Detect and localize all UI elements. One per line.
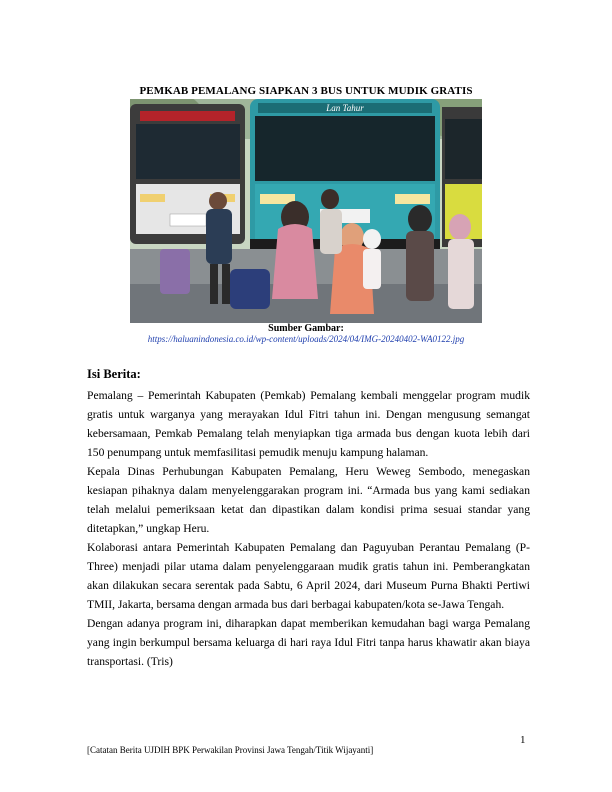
- paragraph: Pemalang – Pemerintah Kabupaten (Pemkab) Pemalang kembali menggelar program mudik gratis untuk warganya yang merayakan Idul Fitri tahun ini. Dengan mengusung semangat kebersamaan, Pemkab Pemalang telah menyiapkan tiga armada bus dengan kuota lebih dari 150 penumpang untuk memfasilitasi pemudik menuju kampung halaman.: [87, 389, 530, 459]
- bus-terminal-photo: [130, 99, 482, 323]
- paragraph: Dengan adanya program ini, diharapkan dapat memberikan kemudahan bagi warga Pemalang yang ingin berkumpul bersama keluarga di hari raya Idul Fitri tanpa harus khawatir akan biaya transportasi. (Tris): [87, 617, 530, 668]
- page-number: 1: [520, 734, 526, 746]
- paragraph: Kolaborasi antara Pemerintah Kabupaten Pemalang dan Paguyuban Perantau Pemalang (P-Three) menjadi pilar utama dalam penyelenggaraan mudik gratis tahun ini. Pemberangkatan akan dilakukan secara serentak pada Sabtu, 6 April 2024, dari Museum Purna Bhakti Pertiwi TMII, Jakarta, bersama dengan armada bus dari berbagai kabupaten/kota se-Jawa Tengah.: [87, 541, 530, 611]
- image-caption-label: Sumber Gambar:: [268, 323, 344, 334]
- news-photo: [130, 99, 482, 323]
- section-heading: Isi Berita:: [87, 367, 141, 381]
- bus-sign-text: Lan Tahur: [326, 103, 364, 113]
- article-title: PEMKAB PEMALANG SIAPKAN 3 BUS UNTUK MUDIK GRATIS: [139, 85, 473, 97]
- image-source-link[interactable]: https://haluanindonesia.co.id/wp-content/uploads/2024/04/IMG-20240402-WA0122.jpg: [147, 334, 465, 344]
- paragraph: Kepala Dinas Perhubungan Kabupaten Pemalang, Heru Weweg Sembodo, menegaskan kesiapan pihaknya dalam menyelenggarakan program ini. “Armada bus yang kami sediakan telah melalui pemeriksaan ketat dan dipastikan dalam kondisi prima sesuai standar yang ditetapkan,” ungkap Heru.: [87, 465, 530, 535]
- page-footer: [Catatan Berita UJDIH BPK Perwakilan Provinsi Jawa Tengah/Titik Wijayanti]: [87, 745, 374, 755]
- article-body: [87, 386, 530, 671]
